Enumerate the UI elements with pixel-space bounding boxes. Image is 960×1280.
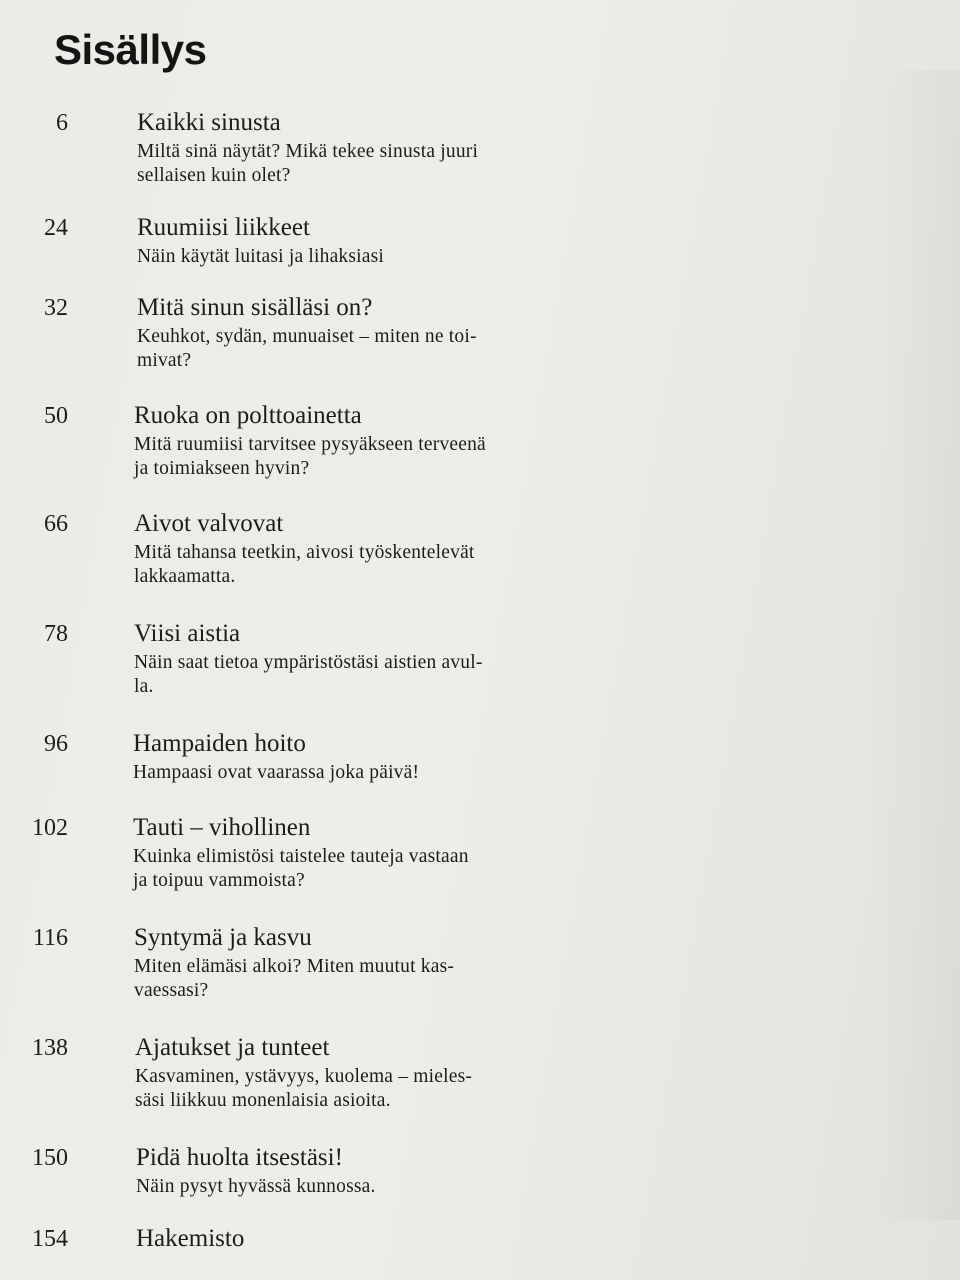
toc-page-number: 50: [44, 403, 68, 429]
toc-entry-description: Kuinka elimistösi taistelee tauteja vastaan ja toipuu vammoista?: [133, 846, 469, 891]
toc-entry-body: [136, 1143, 596, 1199]
toc-entry-description: Näin pysyt hyvässä kunnossa.: [136, 1176, 376, 1197]
toc-entry-body: [137, 108, 597, 188]
toc-entry-title: Hakemisto: [136, 1225, 245, 1252]
toc-entry-description: Mitä ruumiisi tarvitsee pysyäkseen terveenä ja toimiakseen hyvin?: [134, 434, 486, 479]
toc-entry-title: Pidä huolta itsestäsi!: [136, 1144, 343, 1171]
toc-entry-title: Mitä sinun sisälläsi on?: [137, 294, 373, 321]
toc-entry-body: [137, 293, 597, 373]
toc-entry-title: Syntymä ja kasvu: [134, 924, 312, 951]
toc-page-number: 102: [32, 815, 68, 841]
toc-page-number: 150: [32, 1145, 68, 1171]
page-shadow: [870, 70, 960, 1220]
toc-entry-body: [134, 619, 594, 699]
toc-page-number: 66: [44, 511, 68, 537]
toc-entry-title: Ruumiisi liikkeet: [137, 214, 310, 241]
toc-entry-description: Näin saat tietoa ympäristöstäsi aistien avul- la.: [134, 652, 483, 697]
toc-entry-title: Aivot valvovat: [134, 510, 284, 537]
toc-entry-title: Kaikki sinusta: [137, 109, 281, 136]
toc-entry-description: Näin käytät luitasi ja lihaksiasi: [137, 246, 385, 267]
toc-entry-title: Tauti – vihollinen: [133, 814, 311, 841]
toc-entry-body: [133, 813, 593, 893]
toc-page-number: 6: [56, 110, 68, 136]
toc-entry-body: [134, 923, 594, 1003]
toc-page-number: 96: [44, 731, 68, 757]
toc-entry-body: [134, 401, 594, 481]
toc-page-number: 24: [44, 215, 68, 241]
toc-page-number: 138: [32, 1035, 68, 1061]
toc-entry-description: Hampaasi ovat vaarassa joka päivä!: [133, 762, 420, 783]
toc-entry-description: Keuhkot, sydän, munuaiset – miten ne toi- mivat?: [137, 326, 477, 371]
toc-page-number: 78: [44, 621, 68, 647]
toc-page-number: 32: [44, 295, 68, 321]
toc-entry-body: [136, 1224, 596, 1254]
toc-entry-title: Hampaiden hoito: [133, 730, 306, 757]
toc-entry-body: [134, 509, 594, 589]
page-title: Sisällys: [54, 26, 207, 73]
toc-entry-title: Ruoka on polttoainetta: [134, 402, 362, 429]
toc-entry-body: [133, 729, 593, 785]
toc-entry-description: Mitä tahansa teetkin, aivosi työskentelevät lakkaamatta.: [134, 542, 475, 587]
toc-entry-description: Miltä sinä näytät? Mikä tekee sinusta juuri sellaisen kuin olet?: [137, 141, 479, 186]
toc-page-number: 154: [32, 1226, 68, 1252]
toc-entry-title: Viisi aistia: [134, 620, 241, 647]
toc-page-number: 116: [32, 925, 68, 951]
toc-entry-body: [137, 213, 597, 269]
toc-entry-title: Ajatukset ja tunteet: [135, 1034, 330, 1061]
toc-entry-description: Miten elämäsi alkoi? Miten muutut kas- vaessasi?: [134, 956, 455, 1001]
toc-entry-description: Kasvaminen, ystävyys, kuolema – mieles- säsi liikkuu monenlaisia asioita.: [135, 1066, 473, 1111]
toc-entry-body: [135, 1033, 595, 1113]
